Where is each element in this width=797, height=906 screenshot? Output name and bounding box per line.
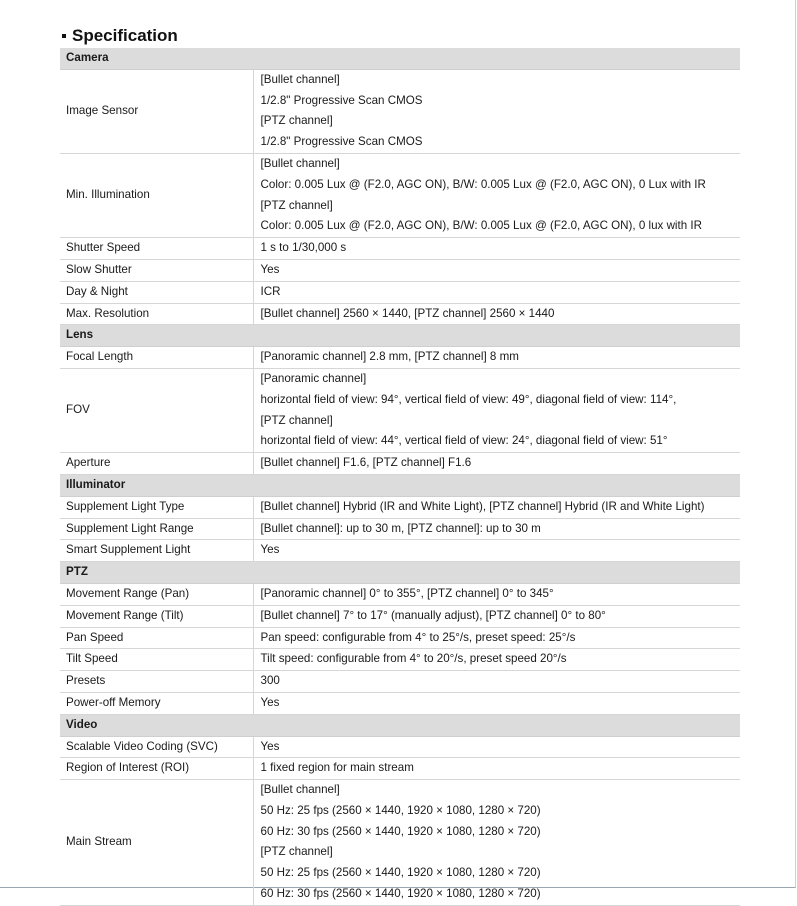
spec-value [253,780,740,906]
spec-label: Shutter Speed [60,238,253,260]
spec-label: Min. Illumination [60,153,253,237]
table-row [60,259,740,281]
spec-value-line: horizontal field of view: 44°, vertical field of view: 24°, diagonal field of view: 51° [260,434,668,448]
spec-value [253,649,740,671]
spec-value-line: [Bullet channel] F1.6, [PTZ channel] F1.6 [260,456,472,470]
section-title: PTZ [60,562,740,584]
spec-value-line: Pan speed: configurable from 4° to 25°/s, preset speed: 25°/s [260,630,576,644]
page-title [62,26,178,46]
table-row [60,347,740,369]
spec-value [253,518,740,540]
spec-value-line: Tilt speed: configurable from 4° to 20°/s, preset speed 20°/s [260,652,567,666]
spec-value-line: horizontal field of view: 94°, vertical field of view: 49°, diagonal field of view: 114°, [260,392,677,406]
spec-value-line: [PTZ channel] [260,845,333,859]
spec-value [253,303,740,325]
spec-value [253,453,740,475]
spec-value-line: [Panoramic channel] [260,371,367,385]
section-title: Illuminator [60,474,740,496]
spec-label: Presets [60,671,253,693]
section-header-illuminator [60,474,740,496]
table-row [60,368,740,452]
section-header-camera [60,48,740,69]
spec-value-line: [Bullet channel] Hybrid (IR and White Light), [PTZ channel] Hybrid (IR and White Light) [260,499,705,513]
section-title: Camera [60,48,740,69]
table-row [60,453,740,475]
spec-value-line: [Panoramic channel] 2.8 mm, [PTZ channel] 8 mm [260,350,519,364]
section-header-video [60,714,740,736]
section-title: Lens [60,325,740,347]
table-row [60,540,740,562]
table-row [60,671,740,693]
spec-value [253,69,740,153]
spec-value [253,758,740,780]
section-header-ptz [60,562,740,584]
spec-value [253,605,740,627]
spec-label: Movement Range (Tilt) [60,605,253,627]
spec-value-line: [Bullet channel]: up to 30 m, [PTZ channel]: up to 30 m [260,521,541,535]
table-row [60,153,740,237]
table-row [60,518,740,540]
spec-value-line: [Bullet channel] 7° to 17° (manually adjust), [PTZ channel] 0° to 80° [260,608,606,622]
spec-value-line: [PTZ channel] [260,198,333,212]
spec-value [253,281,740,303]
bullet-icon [62,34,66,38]
spec-value [253,692,740,714]
spec-value [253,368,740,452]
spec-value-line: 1 fixed region for main stream [260,761,414,775]
spec-value-line: [Bullet channel] 2560 × 1440, [PTZ channel] 2560 × 1440 [260,306,555,320]
spec-value-line: 1/2.8" Progressive Scan CMOS [260,93,423,107]
section-title: Video [60,714,740,736]
spec-value-line: [Bullet channel] [260,783,340,797]
table-row [60,281,740,303]
spec-label: Movement Range (Pan) [60,583,253,605]
spec-value-line: 50 Hz: 25 fps (2560 × 1440, 1920 × 1080, 1280 × 720) [260,803,541,817]
spec-label: Scalable Video Coding (SVC) [60,736,253,758]
spec-label: Main Stream [60,780,253,906]
table-row [60,303,740,325]
spec-value-line: Color: 0.005 Lux @ (F2.0, AGC ON), B/W: 0.005 Lux @ (F2.0, AGC ON), 0 lux with IR [260,219,702,233]
spec-label: FOV [60,368,253,452]
table-row [60,692,740,714]
spec-value-line: 1/2.8" Progressive Scan CMOS [260,135,423,149]
spec-value-line: Yes [260,695,280,709]
spec-label: Pan Speed [60,627,253,649]
spec-value-line: Yes [260,543,280,557]
spec-value [253,347,740,369]
spec-label: Power-off Memory [60,692,253,714]
spec-label: Max. Resolution [60,303,253,325]
table-row [60,627,740,649]
spec-value [253,153,740,237]
spec-table [60,48,740,906]
spec-value-line: 50 Hz: 25 fps (2560 × 1440, 1920 × 1080, 1280 × 720) [260,866,541,880]
spec-label: Image Sensor [60,69,253,153]
spec-label: Smart Supplement Light [60,540,253,562]
spec-value-line: [PTZ channel] [260,114,333,128]
spec-value [253,671,740,693]
spec-value [253,540,740,562]
spec-value-line: 60 Hz: 30 fps (2560 × 1440, 1920 × 1080, 1280 × 720) [260,824,541,838]
page-title-text: Specification [72,26,178,45]
spec-value [253,583,740,605]
spec-value-line: 300 [260,674,280,688]
table-row [60,780,740,906]
spec-label: Slow Shutter [60,259,253,281]
section-header-lens [60,325,740,347]
spec-label: Focal Length [60,347,253,369]
table-row [60,736,740,758]
spec-value-line: [PTZ channel] [260,413,333,427]
spec-value-line: 1 s to 1/30,000 s [260,241,347,255]
table-row [60,496,740,518]
table-row [60,583,740,605]
spec-label: Aperture [60,453,253,475]
spec-value-line: 60 Hz: 30 fps (2560 × 1440, 1920 × 1080, 1280 × 720) [260,887,541,901]
table-row [60,69,740,153]
spec-label: Supplement Light Range [60,518,253,540]
spec-value [253,259,740,281]
spec-value-line: ICR [260,284,281,298]
table-row [60,649,740,671]
spec-value [253,496,740,518]
table-row [60,605,740,627]
spec-value [253,238,740,260]
table-row [60,238,740,260]
spec-label: Supplement Light Type [60,496,253,518]
spec-value [253,736,740,758]
spec-value-line: Yes [260,262,280,276]
spec-label: Tilt Speed [60,649,253,671]
spec-value-line: Color: 0.005 Lux @ (F2.0, AGC ON), B/W: 0.005 Lux @ (F2.0, AGC ON), 0 Lux with IR [260,177,706,191]
spec-value [253,627,740,649]
spec-value-line: [Panoramic channel] 0° to 355°, [PTZ channel] 0° to 345° [260,586,554,600]
spec-value-line: [Bullet channel] [260,156,340,170]
spec-label: Day & Night [60,281,253,303]
spec-value-line: [Bullet channel] [260,72,340,86]
spec-value-line: Yes [260,739,280,753]
spec-label: Region of Interest (ROI) [60,758,253,780]
table-row [60,758,740,780]
